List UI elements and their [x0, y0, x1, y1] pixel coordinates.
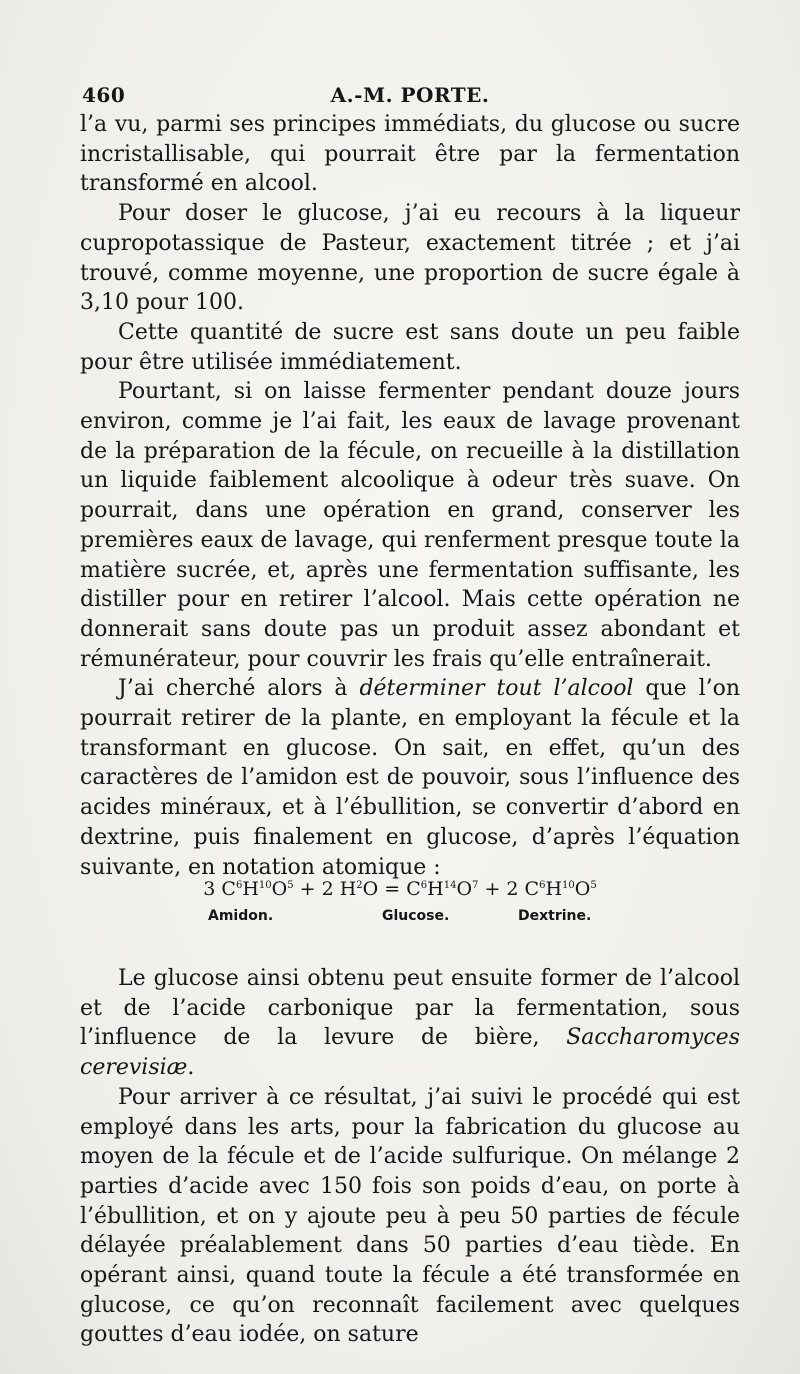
paragraph-2: Pour doser le glucose, j’ai eu recours à la liqueur cupropotassique de Pasteur, exactement titrée ; et j’ai trouvé, comme moyenne, une proportion de sucre égale à 3,10 pour 100. — [80, 201, 740, 316]
equation-term: H — [242, 878, 259, 900]
equation-term: 3 C — [203, 878, 236, 900]
label-glucose: Glucose. — [382, 908, 450, 924]
paragraph-6-after: . — [187, 1055, 195, 1081]
equation-superscript: 2 — [356, 880, 363, 891]
running-head: A.-M. PORTE. — [330, 83, 490, 107]
paragraph-4: Pourtant, si on laisse fermenter pendant douze jours environ, comme je l’ai fait, les eaux de lavage provenant de la préparation de la fécule, on recueille à la distillation un liquide faiblement alcoolique à odeur très suave. On pourrait, dans une opération en grand, conserver les premières eaux de lavage, qui renferment presque toute la matière sucrée, et, après une fermentation suffisante, les distiller pour en retirer l’alcool. Mais cette opération ne donnerait sans doute pas un produit assez abondant et rémunérateur, pour couvrir les frais qu’elle entraînerait. — [80, 379, 740, 672]
equation-superscript: 6 — [539, 880, 546, 891]
equation-superscript: 5 — [590, 880, 597, 891]
equation-term: + 2 C — [478, 878, 540, 900]
paragraph-5-after: que l’on pourrait retirer de la plante, en employant la fécule et la transformant en glucose. On sait, en effet, qu’un des caractères de l’amidon est de pouvoir, sous l’influence des acides minéraux, et à l’ébullition, se convertir d’abord en dextrine, puis finalement en glucose, d’après l’équation suivante, en notation atomique : — [80, 676, 741, 880]
equation-superscript: 7 — [472, 880, 479, 891]
equation-term: H — [545, 878, 563, 900]
equation-term: O — [456, 878, 473, 900]
equation-superscript: 14 — [443, 880, 457, 891]
paragraph-6-before: Le glucose ainsi obtenu peut ensuite former de l’alcool et de l’acide carbonique par la fermentation, sous l’influence de la levure de bière, — [80, 966, 740, 1051]
page-number: 460 — [82, 83, 126, 107]
label-dextrine: Dextrine. — [518, 908, 592, 924]
paragraph-5-emphasis: déterminer tout l’alcool — [359, 676, 634, 702]
equation-superscript: 6 — [420, 880, 428, 891]
equation-superscript: 6 — [235, 880, 243, 891]
body-text-upper — [80, 110, 740, 882]
equation-superscript: 5 — [287, 880, 294, 891]
paragraph-7: Pour arriver à ce résultat, j’ai suivi le procédé qui est employé dans les arts, pour la fabrication du glucose au moyen de la fécule et de l’acide sulfurique. On mélange 2 parties d’acide avec 150 fois son poids d’eau, on porte à l’ébullition, et on y ajoute peu à peu 50 parties de fécule délayée préalablement dans 50 parties d’eau tiède. En opérant ainsi, quand toute la fécule a été transformée en glucose, ce qu’on reconnaît facilement avec quelques gouttes d’eau iodée, on sature — [80, 1084, 740, 1348]
paragraph-5-before: J’ai cherché alors à — [118, 676, 360, 702]
equation-formula — [170, 878, 630, 900]
paragraph-1: l’a vu, parmi ses principes immédiats, du glucose ou sucre incristallisable, qui pourrait être par la fermentation transformé en alcool. — [80, 112, 740, 197]
equation-term: O — [271, 878, 288, 900]
paragraph-6 — [80, 964, 740, 1083]
equation-term: O — [574, 878, 591, 900]
page-header — [82, 83, 738, 109]
paragraph-5 — [80, 674, 740, 882]
equation-superscript: 10 — [258, 880, 272, 891]
chemical-equation — [170, 878, 630, 938]
equation-superscript: 10 — [562, 880, 575, 891]
equation-term: H — [427, 878, 444, 900]
label-amidon: Amidon. — [208, 908, 274, 924]
body-text-lower — [80, 964, 740, 1350]
equation-labels — [170, 908, 630, 930]
equation-term: O = C — [362, 878, 421, 900]
paragraph-3: Cette quantité de sucre est sans doute un peu faible pour être utilisée immédiatement. — [80, 319, 740, 375]
equation-term: + 2 H — [293, 878, 357, 900]
paragraph-6-emphasis: Saccharomyces cerevisiæ — [80, 1025, 740, 1081]
